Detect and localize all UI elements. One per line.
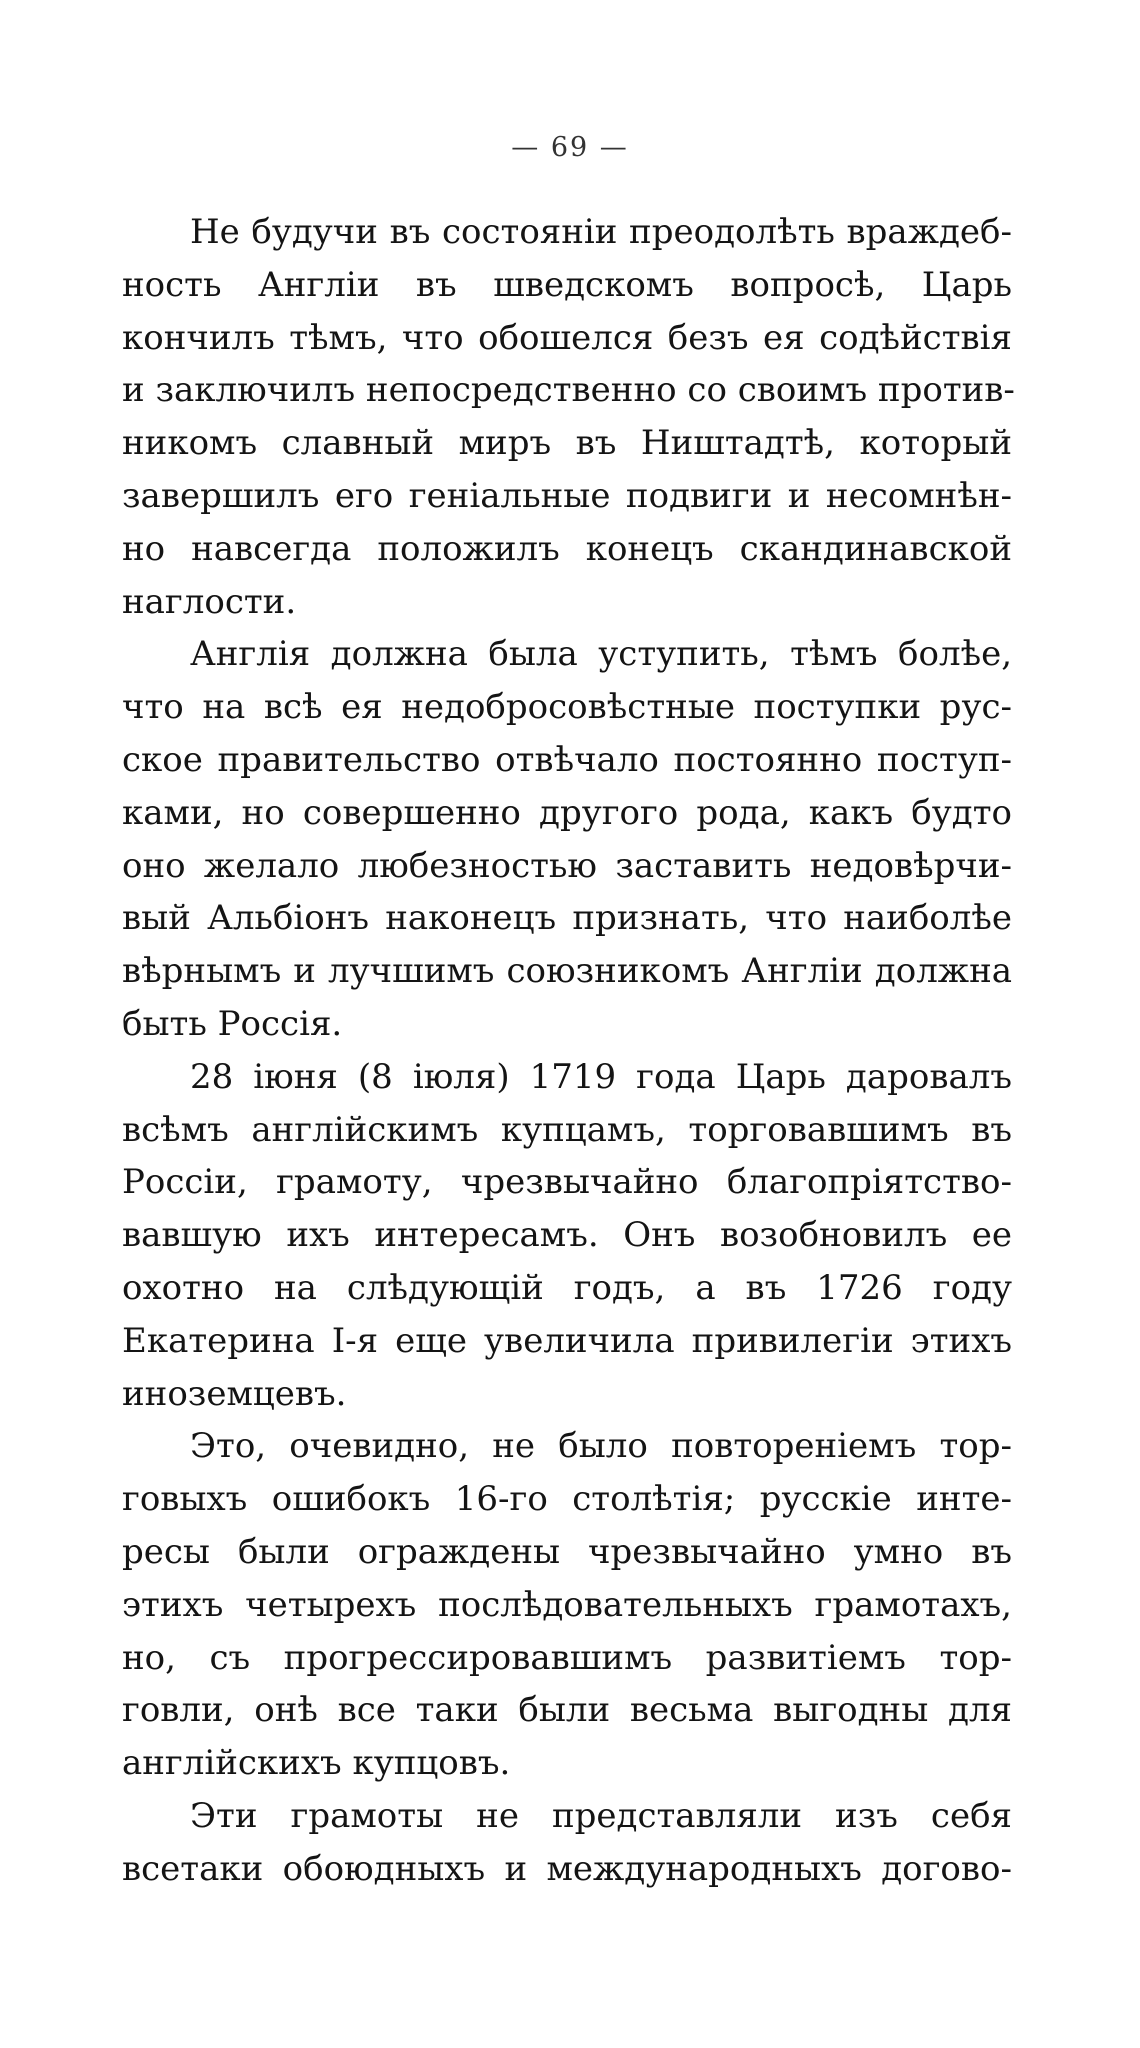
paragraph xyxy=(122,628,1012,1050)
text-line: и заключилъ непосредственно со своимъ против- xyxy=(122,370,1015,411)
text-line: Эти грамоты не представляли изъ себя xyxy=(190,1795,1012,1836)
text-line: ресы были ограждены чрезвычайно умно въ xyxy=(122,1531,1012,1572)
paragraph xyxy=(122,206,1015,628)
text-line: всетаки обоюдныхъ и международныхъ догово- xyxy=(122,1848,1012,1889)
text-line: вѣрнымъ и лучшимъ союзникомъ Англіи должна xyxy=(122,951,1012,992)
text-line: ность Англіи въ шведскомъ вопросѣ, Царь xyxy=(122,264,1012,305)
text-line: всѣмъ англійскимъ купцамъ, торговавшимъ въ xyxy=(122,1109,1012,1150)
text-line: вый Альбіонъ наконецъ признать, что наиболѣе xyxy=(122,898,1012,939)
text-line: наглости. xyxy=(122,581,297,622)
page-number: — 69 — xyxy=(511,132,629,163)
text-line: англійскихъ купцовъ. xyxy=(122,1743,511,1784)
text-line: Это, очевидно, не было повтореніемъ тор- xyxy=(190,1426,1012,1467)
paragraph xyxy=(122,1420,1012,1790)
text-line: но, съ прогрессировавшимъ развитіемъ тор- xyxy=(122,1637,1012,1678)
paragraph xyxy=(122,1790,1012,1896)
text-line: говли, онѣ все таки были весьма выгодны для xyxy=(122,1690,1012,1731)
text-line: вавшую ихъ интересамъ. Онъ возобновилъ ее xyxy=(122,1215,1012,1256)
text-line: кончилъ тѣмъ, что обошелся безъ ея содѣйствія xyxy=(122,317,1012,358)
text-line: оно желало любезностью заставить недовѣрчи- xyxy=(122,845,1012,886)
text-line: говыхъ ошибокъ 16-го столѣтія; русскіе инте- xyxy=(122,1479,1012,1520)
text-line: ками, но совершенно другого рода, какъ будто xyxy=(122,792,1012,833)
text-line: но навсегда положилъ конецъ скандинавской xyxy=(122,528,1012,569)
text-line: что на всѣ ея недобросовѣстные поступки рус- xyxy=(122,687,1012,728)
text-line: никомъ славный миръ въ Ништадтѣ, который xyxy=(122,423,1012,464)
text-line: ское правительство отвѣчало постоянно поступ- xyxy=(122,739,1012,780)
text-line: Англія должна была уступить, тѣмъ болѣе, xyxy=(190,634,1012,675)
text-line: охотно на слѣдующій годъ, а въ 1726 году xyxy=(122,1267,1012,1308)
text-line: иноземцевъ. xyxy=(122,1373,347,1414)
text-line: 28 іюня (8 іюля) 1719 года Царь даровалъ xyxy=(190,1056,1012,1097)
text-line: Не будучи въ состояніи преодолѣть враждеб- xyxy=(190,212,1012,252)
text-line: завершилъ его геніальные подвиги и несомнѣн- xyxy=(122,475,1012,516)
text-line: этихъ четырехъ послѣдовательныхъ грамотахъ, xyxy=(122,1584,1012,1625)
text-line: быть Россія. xyxy=(122,1003,343,1044)
text-line: Россіи, грамоту, чрезвычайно благопріятство- xyxy=(122,1162,1012,1203)
body-text xyxy=(122,206,1015,1896)
text-line: Екатерина I-я еще увеличила привилегіи этихъ xyxy=(122,1320,1012,1361)
paragraph xyxy=(122,1051,1012,1421)
